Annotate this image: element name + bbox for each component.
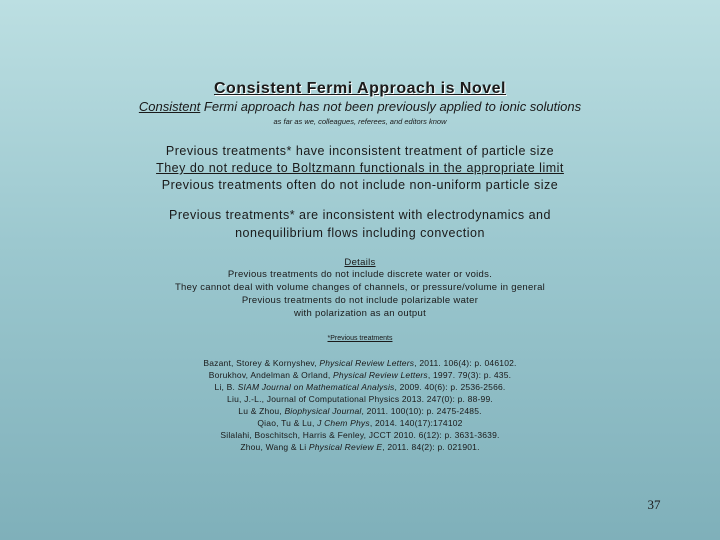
details-item: Previous treatments do not include polarizable water <box>241 295 479 306</box>
ref-citation: , 2014. 140(17):174102 <box>369 418 463 428</box>
ref-citation: , 2011. 84(2): p. 021901. <box>382 442 480 452</box>
ref-citation: , 2009. 40(6): p. 2536-2566. <box>394 382 506 392</box>
ref-authors: Zhou, Wang & Li <box>240 442 309 452</box>
reference-item <box>0 418 720 428</box>
ref-journal: SIAM Journal on Mathematical Analysis <box>237 382 395 392</box>
reference-item <box>0 394 720 404</box>
ref-citation: , 1997. 79(3): p. 435. <box>427 370 512 380</box>
ref-journal: Physical Review Letters <box>319 358 415 368</box>
details-heading: Details <box>344 257 376 268</box>
ref-journal: Physical Review E <box>308 442 383 452</box>
slide-title: Consistent Fermi Approach is Novel <box>213 80 506 97</box>
reference-item <box>0 442 720 452</box>
statement-electrodynamics <box>0 208 720 222</box>
reference-item <box>0 430 720 440</box>
statement-boltzmann: They do not reduce to Boltzmann functionals in the appropriate limit <box>156 161 564 175</box>
ref-authors: Silalahi, Boschitsch, Harris & Fenley, JCCT 2010. 6(12): p. 3631-3639. <box>220 430 500 440</box>
details-item: with polarization as an output <box>293 308 427 319</box>
lead-statement <box>0 99 720 114</box>
reference-item <box>0 382 720 392</box>
ref-authors: Liu, J.-L., Journal of Computational Physics 2013. 247(0): p. 88-99. <box>227 394 493 404</box>
ref-authors: Borukhov, Andelman & Orland, <box>208 370 334 380</box>
reference-item <box>0 358 720 368</box>
electro-main: Previous treatments* are inconsistent with electrodynamics <box>169 208 525 222</box>
ref-journal: Physical Review Letters <box>333 370 428 380</box>
previous-treatments-heading: *Previous treatments <box>327 335 393 342</box>
details-item: They cannot deal with volume changes of channels, or pressure/volume in general <box>174 282 546 293</box>
ref-citation: , 2011. 106(4): p. 046102. <box>414 358 517 368</box>
ref-citation: , 2011. 100(10): p. 2475-2485. <box>361 406 482 416</box>
ref-authors: Bazant, Storey & Kornyshev, <box>203 358 320 368</box>
statement-nonuniform: Previous treatments often do not include non-uniform particle size <box>161 178 559 192</box>
statement-particle-size: Previous treatments* have inconsistent treatment of particle size <box>165 144 555 158</box>
reference-item <box>0 370 720 380</box>
note-line: as far as we, colleagues, referees, and editors know <box>273 117 447 126</box>
ref-authors: Li, B. <box>214 382 238 392</box>
ref-authors: Qiao, Tu & Lu, <box>257 418 318 428</box>
reference-item <box>0 406 720 416</box>
lead-underlined-word: Consistent <box>138 99 201 114</box>
ref-journal: J Chem Phys <box>317 418 370 428</box>
electro-and: and <box>524 208 551 222</box>
ref-authors: Lu & Zhou, <box>238 406 285 416</box>
statement-nonequilibrium: nonequilibrium flows including convection <box>235 226 485 240</box>
lead-rest: Fermi approach has not been previously applied to ionic solutions <box>200 99 582 114</box>
details-item: Previous treatments do not include discrete water or voids. <box>227 269 493 280</box>
page-number: 37 <box>647 497 661 512</box>
ref-journal: Biophysical Journal <box>284 406 362 416</box>
